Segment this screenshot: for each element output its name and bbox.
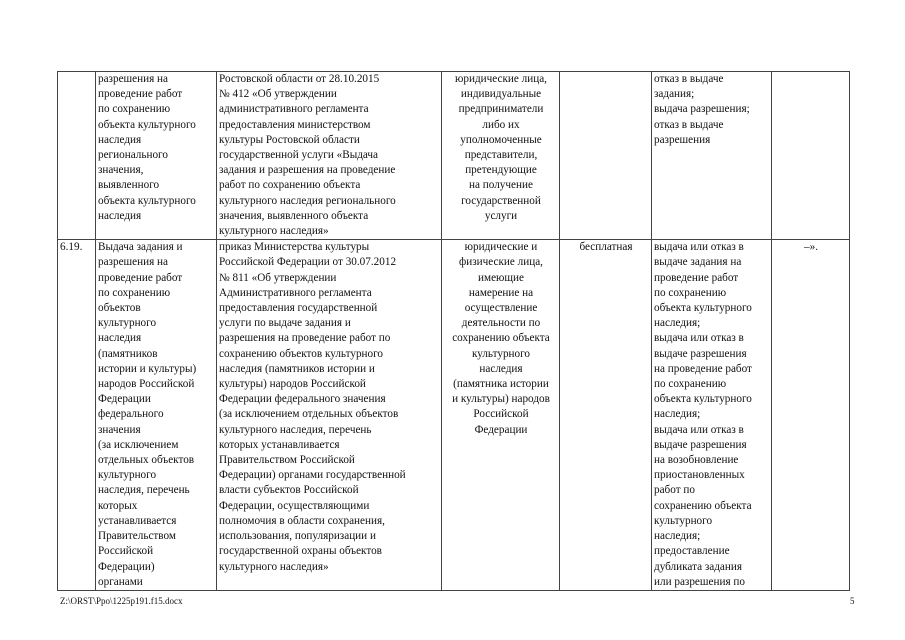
result-cell: выдача или отказ в выдаче задания на проведение работ по сохранению объекта культурного наследия; выдача или отказ в выдаче разрешения на проведение работ по сохранению объекта культурного наследия; выдача или отказ в выдаче разрешения на возобновление приостановленных работ по сохранению объекта культурного наследия; предоставление дубликата задания или разрешения по <box>652 240 772 591</box>
fee-cell <box>560 72 652 240</box>
fee-cell: бесплатная <box>560 240 652 591</box>
footer-file-path: Z:\ORST\Ppo\1225p191.f15.docx <box>60 596 183 606</box>
row-number-cell: 6.19. <box>58 240 96 591</box>
legal-basis-cell: приказ Министерства культуры Российской Федерации от 30.07.2012 № 811 «Об утверждении Административного регламента предоставления государственной услуги по выдаче задания и разрешения на проведение работ по сохранению объектов культурного наследия (памятников истории и культуры) народов Российской Федерации федерального значения (за исключением отдельных объектов культурного наследия, перечень которых устанавливается Правительством Российской Федерации) органами государственной власти субъектов Российской Федерации, осуществляющими полномочия в области сохранения, использования, популяризации и государственной охраны объектов культурного наследия» <box>217 240 442 591</box>
applicants-cell: юридические лица, индивидуальные предприниматели либо их уполномоченные представители, претендующие на получение государственной услуги <box>442 72 560 240</box>
services-table <box>57 71 850 591</box>
applicants-cell: юридические и физические лица, имеющие намерение на осуществление деятельности по сохранению объекта культурного наследия (памятника истории и культуры) народов Российской Федерации <box>442 240 560 591</box>
service-name-cell: разрешения на проведение работ по сохранению объекта культурного наследия регионального значения, выявленного объекта культурного наследия <box>96 72 217 240</box>
extra-cell <box>772 72 850 240</box>
footer-page-number: 5 <box>850 596 855 606</box>
table-row <box>58 240 850 591</box>
table-row <box>58 72 850 240</box>
result-cell: отказ в выдаче задания; выдача разрешения; отказ в выдаче разрешения <box>652 72 772 240</box>
extra-cell: –». <box>772 240 850 591</box>
row-number-cell <box>58 72 96 240</box>
legal-basis-cell: Ростовской области от 28.10.2015 № 412 «Об утверждении административного регламента предоставления министерством культуры Ростовской области государственной услуги «Выдача задания и разрешения на проведение работ по сохранению объекта культурного наследия регионального значения, выявленного объекта культурного наследия» <box>217 72 442 240</box>
service-name-cell: Выдача задания и разрешения на проведение работ по сохранению объектов культурного наследия (памятников истории и культуры) народов Российской Федерации федерального значения (за исключением отдельных объектов культурного наследия, перечень которых устанавливается Правительством Российской Федерации) органами <box>96 240 217 591</box>
